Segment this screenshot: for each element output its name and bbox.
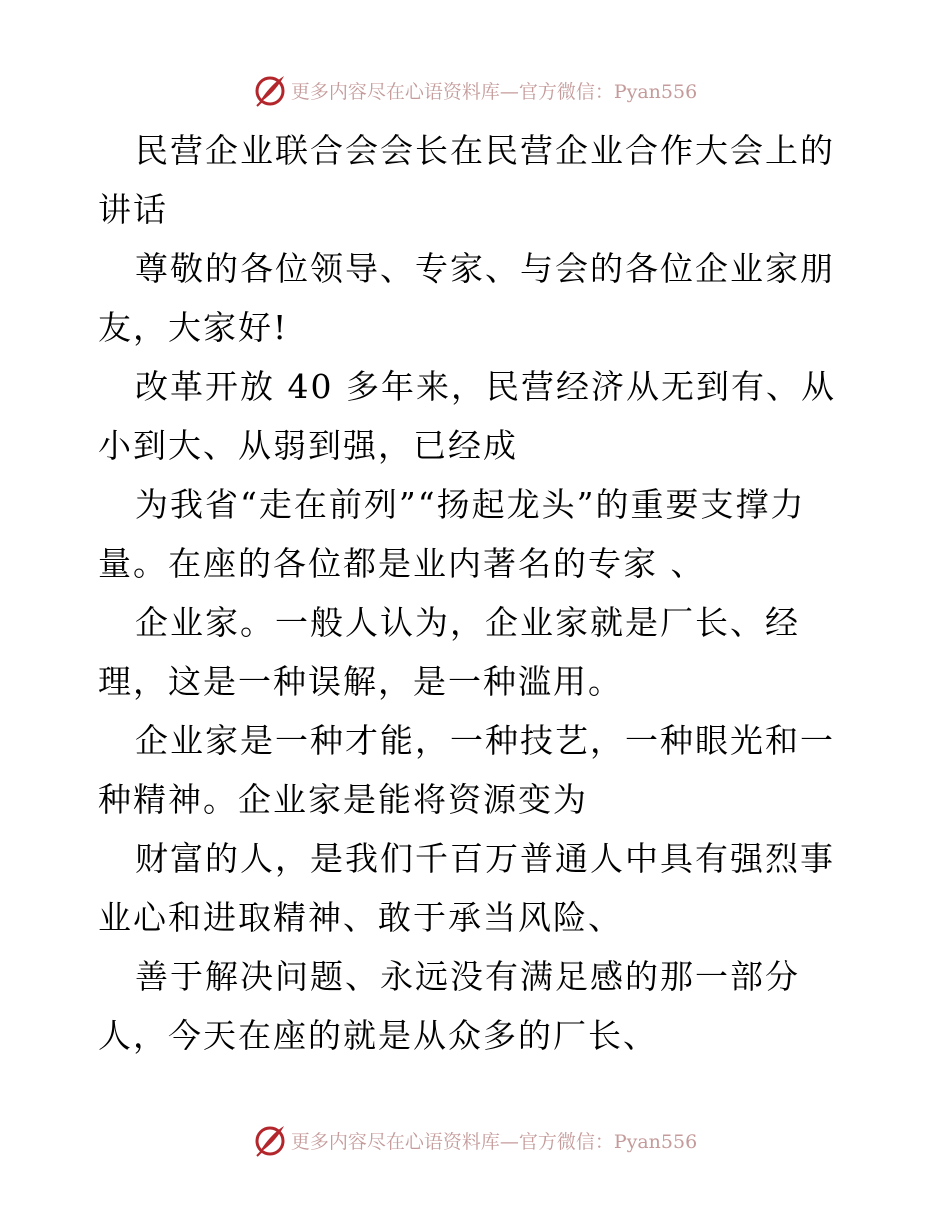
header-watermark [0,70,950,110]
watermark-text: 更多内容尽在心语资料库—官方微信：Pyan556 [290,80,698,103]
watermark-text: 更多内容尽在心语资料库—官方微信：Pyan556 [290,1130,698,1153]
paragraph: 财富的人，是我们千百万普通人中具有强烈事业心和进取精神、敢于承当风险、 [98,839,835,937]
footer-watermark [0,1120,950,1160]
paragraph: 为我省“走在前列”“扬起龙头”的重要支撑力量。在座的各位都是业内著名的专家 、 [98,485,806,583]
paragraph: 企业家。一般人认为，企业家就是厂长、经理，这是一种误解，是一种滥用。 [98,603,800,701]
paragraph: 尊敬的各位领导、专家、与会的各位企业家朋友，大家好! [98,249,835,347]
quill-pen-circle-icon [253,1123,287,1157]
document-body [98,121,858,1065]
document-title: 民营企业联合会会长在民营企业合作大会上的讲话 [98,131,835,229]
paragraph: 企业家是一种才能，一种技艺，一种眼光和一种精神。企业家是能将资源变为 [98,721,835,819]
paragraph: 改革开放 40 多年来，民营经济从无到有、从小到大、从弱到强，已经成 [98,367,836,465]
paragraph: 善于解决问题、永远没有满足感的那一部分人，今天在座的就是从众多的厂长、 [98,957,800,1055]
quill-pen-circle-icon [253,73,287,107]
